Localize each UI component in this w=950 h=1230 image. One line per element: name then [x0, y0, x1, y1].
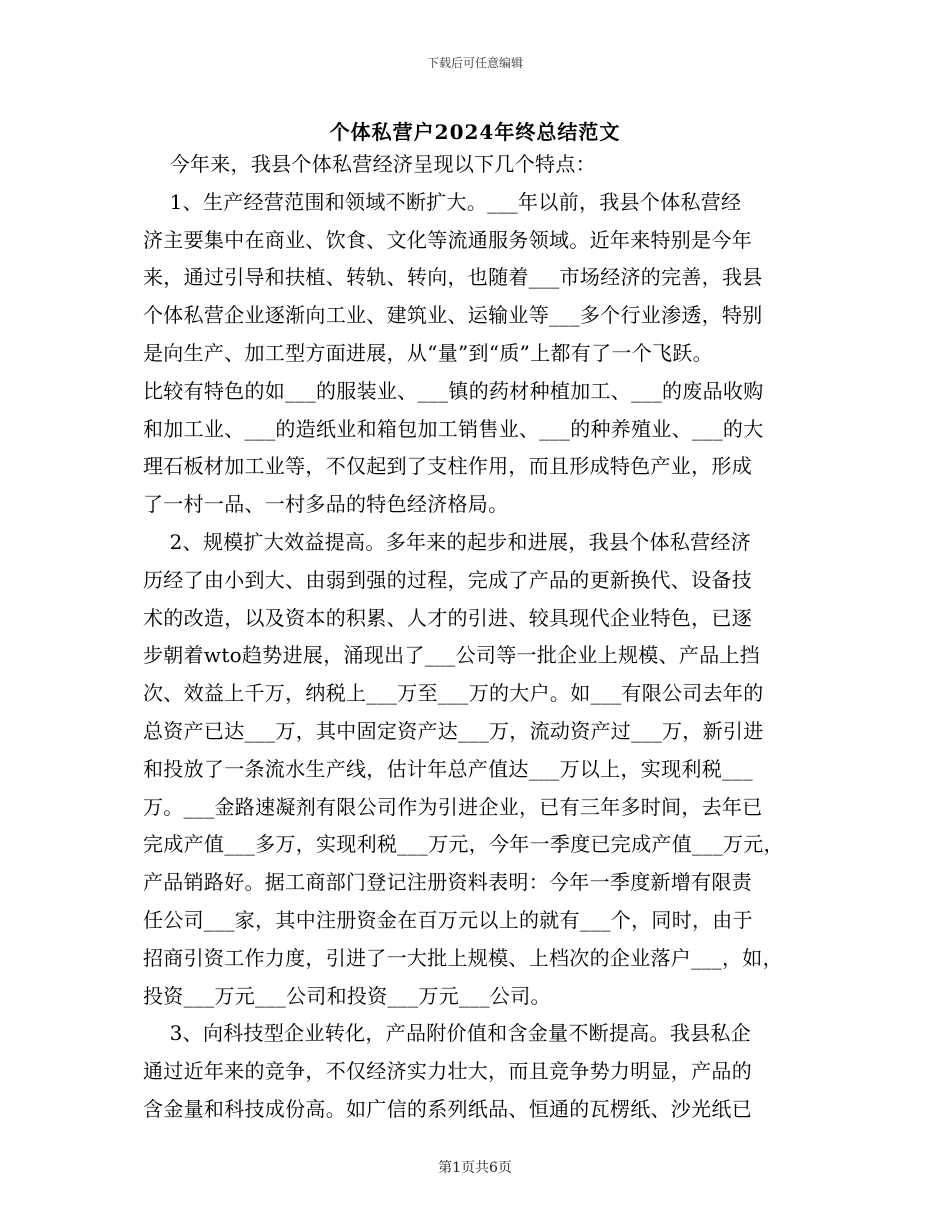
document-title: 个体私营户2024年终总结范文 [329, 120, 621, 144]
body-line: 历经了由小到大、由弱到强的过程，完成了产品的更新换代、设备技 [143, 567, 752, 592]
body-line: 步朝着wto趋势进展，涌现出了___公司等一批企业上规模、产品上挡 [143, 643, 761, 668]
body-line: 理石板材加工业等，不仅起到了支柱作用，而且形成特色产业，形成 [143, 454, 752, 479]
body-line: 万。___金路速凝剂有限公司作为引进企业，已有三年多时间，去年已 [143, 794, 763, 819]
body-line: 总资产已达___万，其中固定资产达___万，流动资产过___万，新引进 [143, 718, 764, 743]
body-line: 1、生产经营范围和领域不断扩大。___年以前，我县个体私营经 [143, 189, 742, 214]
body-line: 是向生产、加工型方面进展，从“量”到“质”上都有了一个飞跃。 [143, 340, 713, 365]
body-line: 3、向科技型企业转化，产品附价值和含金量不断提高。我县私企 [143, 1021, 752, 1046]
body-line: 术的改造，以及资本的积累、人才的引进、较具现代企业特色，已逐 [143, 605, 752, 630]
body-line: 任公司___家，其中注册资金在百万元以上的就有___个，同时，由于 [143, 907, 753, 932]
body-line: 个体私营企业逐渐向工业、建筑业、运输业等___多个行业渗透，特别 [143, 303, 763, 328]
body-line: 产品销路好。据工商部门登记注册资料表明：今年一季度新增有限责 [143, 870, 752, 895]
body-line: 投资___万元___公司和投资___万元___公司。 [143, 983, 551, 1008]
body-line: 和加工业、___的造纸业和箱包加工销售业、___的种养殖业、___的大 [143, 416, 764, 441]
body-line: 和投放了一条流水生产线，估计年总产值达___万以上，实现利税___ [143, 756, 753, 781]
body-line: 通过近年来的竞争，不仅经济实力壮大，而且竞争势力明显，产品的 [143, 1059, 752, 1084]
body-line: 2、规模扩大效益提高。多年来的起步和进展，我县个体私营经济 [143, 529, 752, 554]
body-line: 了一村一品、一村多品的特色经济格局。 [143, 492, 509, 517]
body-line: 来，通过引导和扶植、转轨、转向，也随着___市场经济的完善，我县 [143, 265, 763, 290]
body-line: 今年来，我县个体私营经济呈现以下几个特点： [143, 152, 596, 176]
body-line: 比较有特色的如___的服装业、___镇的药材种植加工、___的废品收购 [143, 378, 764, 403]
body-line: 招商引资工作力度，引进了一大批上规模、上档次的企业落户___，如， [143, 945, 783, 970]
page-footer: 第1页共6页 [438, 1160, 512, 1176]
body-line: 济主要集中在商业、饮食、文化等流通服务领域。近年来特别是今年 [143, 227, 752, 252]
body-line: 含金量和科技成份高。如广信的系列纸品、恒通的瓦楞纸、沙光纸已 [143, 1096, 752, 1121]
body-line: 次、效益上千万，纳税上___万至___万的大户。如___有限公司去年的 [143, 681, 764, 706]
body-line: 完成产值___多万，实现利税___万元，今年一季度已完成产值___万元， [143, 832, 784, 857]
document-body [143, 146, 807, 1129]
header-note: 下载后可任意编辑 [426, 56, 523, 70]
